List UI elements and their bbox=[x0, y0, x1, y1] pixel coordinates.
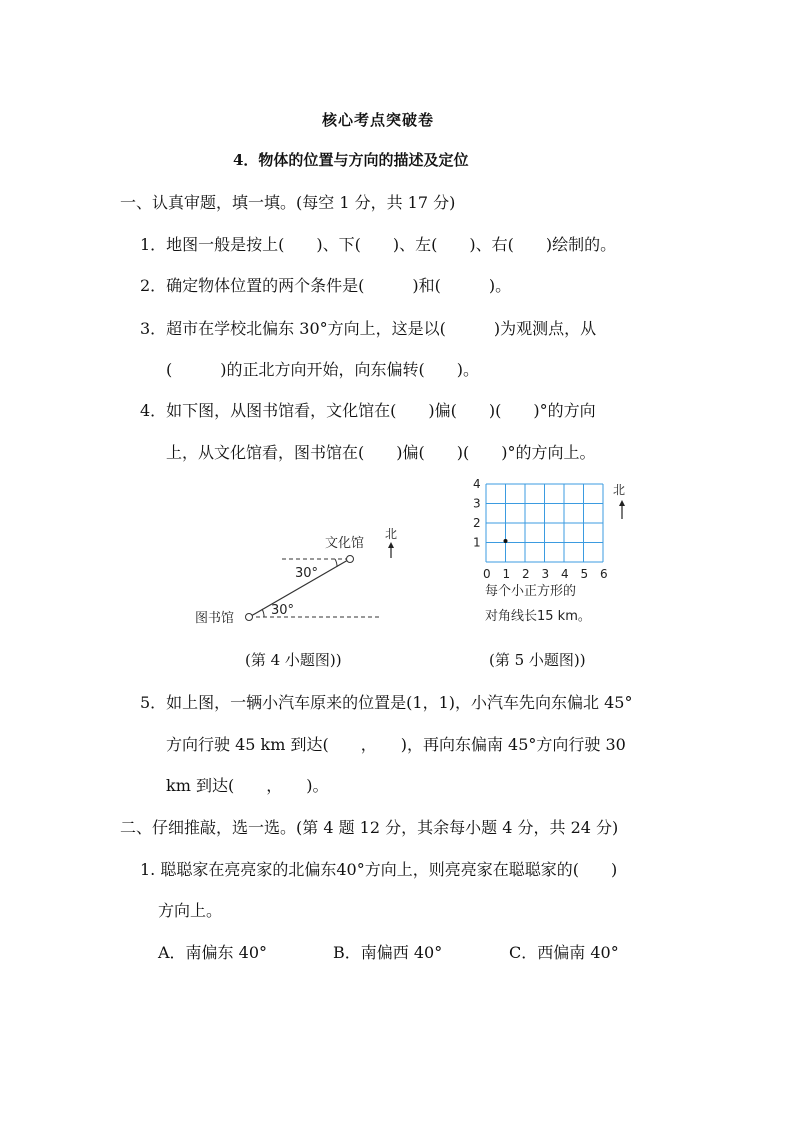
y-tick-label: 2 bbox=[473, 516, 481, 530]
question-1-5-line2: 方向行驶 45 km 到达( ， )，再向东偏南 45°方向行驶 30 bbox=[166, 735, 626, 754]
question-1-5-line1: 5．如上图，一辆小汽车原来的位置是(1，1)，小汽车先向东偏北 45° bbox=[140, 693, 633, 712]
grid-lines bbox=[486, 484, 603, 562]
option-b[interactable]: B．南偏西 40° bbox=[333, 943, 443, 962]
grid-note-line2: 对角线长15 km。 bbox=[485, 609, 591, 624]
label-angle-bottom: 30° bbox=[271, 603, 295, 618]
angle-arc-bottom bbox=[262, 609, 264, 617]
x-tick-label: 1 bbox=[502, 567, 511, 581]
question-1-3-line1: 3．超市在学校北偏东 30°方向上，这是以( )为观测点，从 bbox=[140, 319, 597, 338]
grid-note-line1: 每个小正方形的 bbox=[485, 584, 577, 599]
section1-heading: 一、认真审题，填一填。(每空 1 分，共 17 分) bbox=[120, 193, 456, 212]
label-north-fig4: 北 bbox=[385, 527, 398, 541]
question-2-1-line1: 1. 聪聪家在亮亮家的北偏东40°方向上，则亮亮家在聪聪家的( ) bbox=[140, 860, 618, 879]
x-tick-label: 3 bbox=[541, 567, 550, 581]
culture-center-point bbox=[347, 556, 354, 563]
x-tick-label: 5 bbox=[580, 567, 589, 581]
question-2-1-line2: 方向上。 bbox=[158, 901, 223, 920]
question-1-4-line2: 上，从文化馆看，图书馆在( )偏( )( )°的方向上。 bbox=[166, 443, 596, 462]
label-library: 图书馆 bbox=[195, 611, 235, 626]
section2-heading: 二、仔细推敲，选一选。(第 4 题 12 分，其余每小题 4 分，共 24 分) bbox=[120, 818, 619, 837]
option-c[interactable]: C．西偏南 40° bbox=[509, 943, 619, 962]
y-tick-labels bbox=[473, 477, 481, 550]
label-angle-top: 30° bbox=[295, 566, 319, 581]
figure-4-caption: (第 4 小题图)) bbox=[245, 651, 342, 669]
figure-5-caption: (第 5 小题图)) bbox=[489, 651, 586, 669]
x-tick-label: 4 bbox=[561, 567, 569, 581]
library-point bbox=[246, 614, 253, 621]
question-1-2: 2．确定物体位置的两个条件是( )和( )。 bbox=[140, 276, 512, 295]
car-start-point bbox=[504, 539, 508, 543]
y-tick-label: 3 bbox=[473, 496, 481, 511]
question-1-1: 1．地图一般是按上( )、下( )、左( )、右( )绘制的。 bbox=[140, 235, 617, 254]
question-1-3-line2: ( )的正北方向开始，向东偏转( )。 bbox=[166, 360, 479, 379]
x-tick-label: 6 bbox=[600, 567, 608, 581]
x-tick-label: 2 bbox=[522, 567, 530, 581]
label-north-fig5: 北 bbox=[613, 483, 626, 497]
y-tick-label: 1 bbox=[473, 535, 481, 550]
page-title: 核心考点突破卷 bbox=[322, 111, 435, 129]
north-arrow-icon-fig5 bbox=[619, 500, 625, 506]
question-1-5-line3: km 到达( ， )。 bbox=[166, 776, 329, 795]
north-arrow-icon bbox=[388, 542, 394, 548]
question-1-4-line1: 4．如下图，从图书馆看，文化馆在( )偏( )( )°的方向 bbox=[140, 401, 596, 420]
y-tick-label: 4 bbox=[473, 477, 481, 491]
option-a[interactable]: A．南偏东 40° bbox=[158, 943, 268, 962]
page-subtitle: 4．物体的位置与方向的描述及定位 bbox=[233, 151, 469, 169]
figure-5-grid bbox=[465, 475, 645, 630]
angle-arc-top bbox=[335, 559, 337, 567]
x-tick-labels bbox=[483, 567, 608, 581]
figure-4-diagram bbox=[185, 520, 398, 630]
label-culture-center: 文化馆 bbox=[325, 536, 365, 551]
x-tick-label: 0 bbox=[483, 567, 491, 581]
